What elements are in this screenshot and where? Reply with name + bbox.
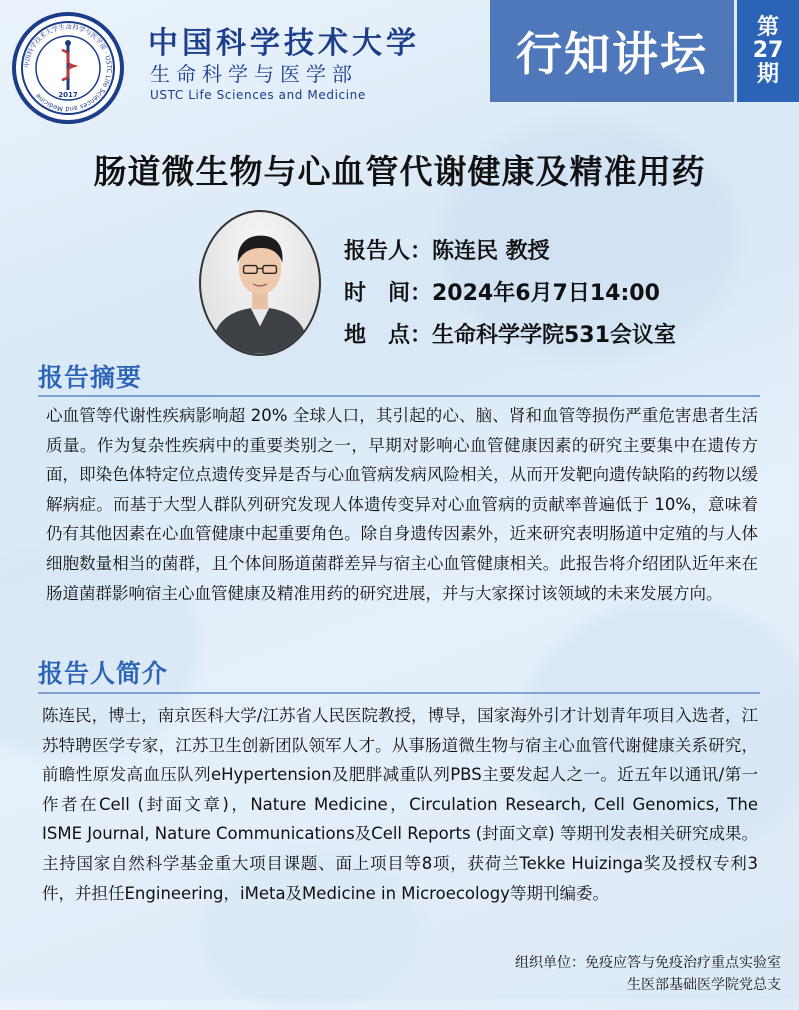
seal-ring-text: 中国科学技术大学生命科学与医学部 · USTC Life Sciences and Medicine (22, 22, 114, 114)
header (0, 0, 799, 114)
abstract-heading: 报告摘要 (38, 363, 143, 392)
university-seal-icon (12, 12, 124, 124)
bio-text: 陈连民，博士，南京医科大学/江苏省人民医院教授，博导，国家海外引才计划青年项目入选者，江苏特聘医学专家，江苏卫生创新团队领军人才。从事肠道微生物与宿主心血管代谢健康关系研究，前瞻性原发高血压队列eHypertension及肥胖减重队列PBS主要发起人之一。近五年以通讯/第一作者在Cell (封面文章)，Nature Medicine，Circulation Research, Cell Genomics, The ISME Journal, Nature Communications及Cell Reports (封面文章) 等期刊发表相关研究成果。主持国家自然科学基金重大项目课题、面上项目等8项，获荷兰Tekke Huizinga奖及授权专利3件，并担任Engineering，iMeta及Medicine in Microecology等期刊编委。 (42, 706, 758, 903)
section-divider (38, 692, 760, 694)
seal-emblem (18, 18, 118, 118)
bio-heading: 报告人简介 (38, 659, 169, 688)
issue-suffix: 期 (756, 61, 779, 87)
time-info: 时 间：2024年6月7日14:00 (344, 281, 660, 306)
organizer-line-2: 生医部基础医学院党总支 (627, 977, 781, 993)
forum-name: 行知讲坛 (516, 27, 708, 81)
university-name: 中国科学技术大学 (148, 26, 420, 61)
abstract-text: 心血管等代谢性疾病影响超 20% 全球人口，其引起的心、脑、肾和血管等损伤严重危害患者生活质量。作为复杂性疾病中的重要类别之一，早期对影响心血管健康因素的研究主要集中在遗传方面，即染色体特定位点遗传变异是否与心血管病发病风险相关，从而开发靶向遗传缺陷的药物以缓解病症。而基于大型人群队列研究发现人体遗传变异对心血管病的贡献率普遍低于 10%，意味着仍有其他因素在心血管健康中起重要角色。除自身遗传因素外，近来研究表明肠道中定殖的与人体细胞数量相当的菌群，且个体间肠道菌群差异与宿主心血管健康相关。此报告将介绍团队近年来在肠道菌群影响宿主心血管健康及精准用药的研究进展，并与大家探讨该领域的未来发展方向。 (46, 406, 758, 603)
forum-badge (490, 0, 734, 102)
seal-year: 2017 (58, 91, 78, 99)
department-name: 生命科学与医学部 (150, 62, 358, 86)
issue-number: 27 (752, 38, 784, 64)
section-divider (38, 395, 760, 397)
department-name-en: USTC Life Sciences and Medicine (150, 88, 366, 102)
issue-badge (737, 0, 799, 102)
speaker-portrait-icon (201, 212, 319, 354)
speaker-photo (199, 210, 321, 356)
talk-title: 肠道微生物与心血管代谢健康及精准用药 (93, 152, 706, 191)
organizer-line-1: 组织单位：免疫应答与免疫治疗重点实验室 (515, 955, 781, 971)
place-info: 地 点：生命科学学院531会议室 (344, 323, 676, 348)
speaker-info: 报告人：陈连民 教授 (344, 239, 550, 264)
issue-prefix: 第 (756, 15, 779, 41)
